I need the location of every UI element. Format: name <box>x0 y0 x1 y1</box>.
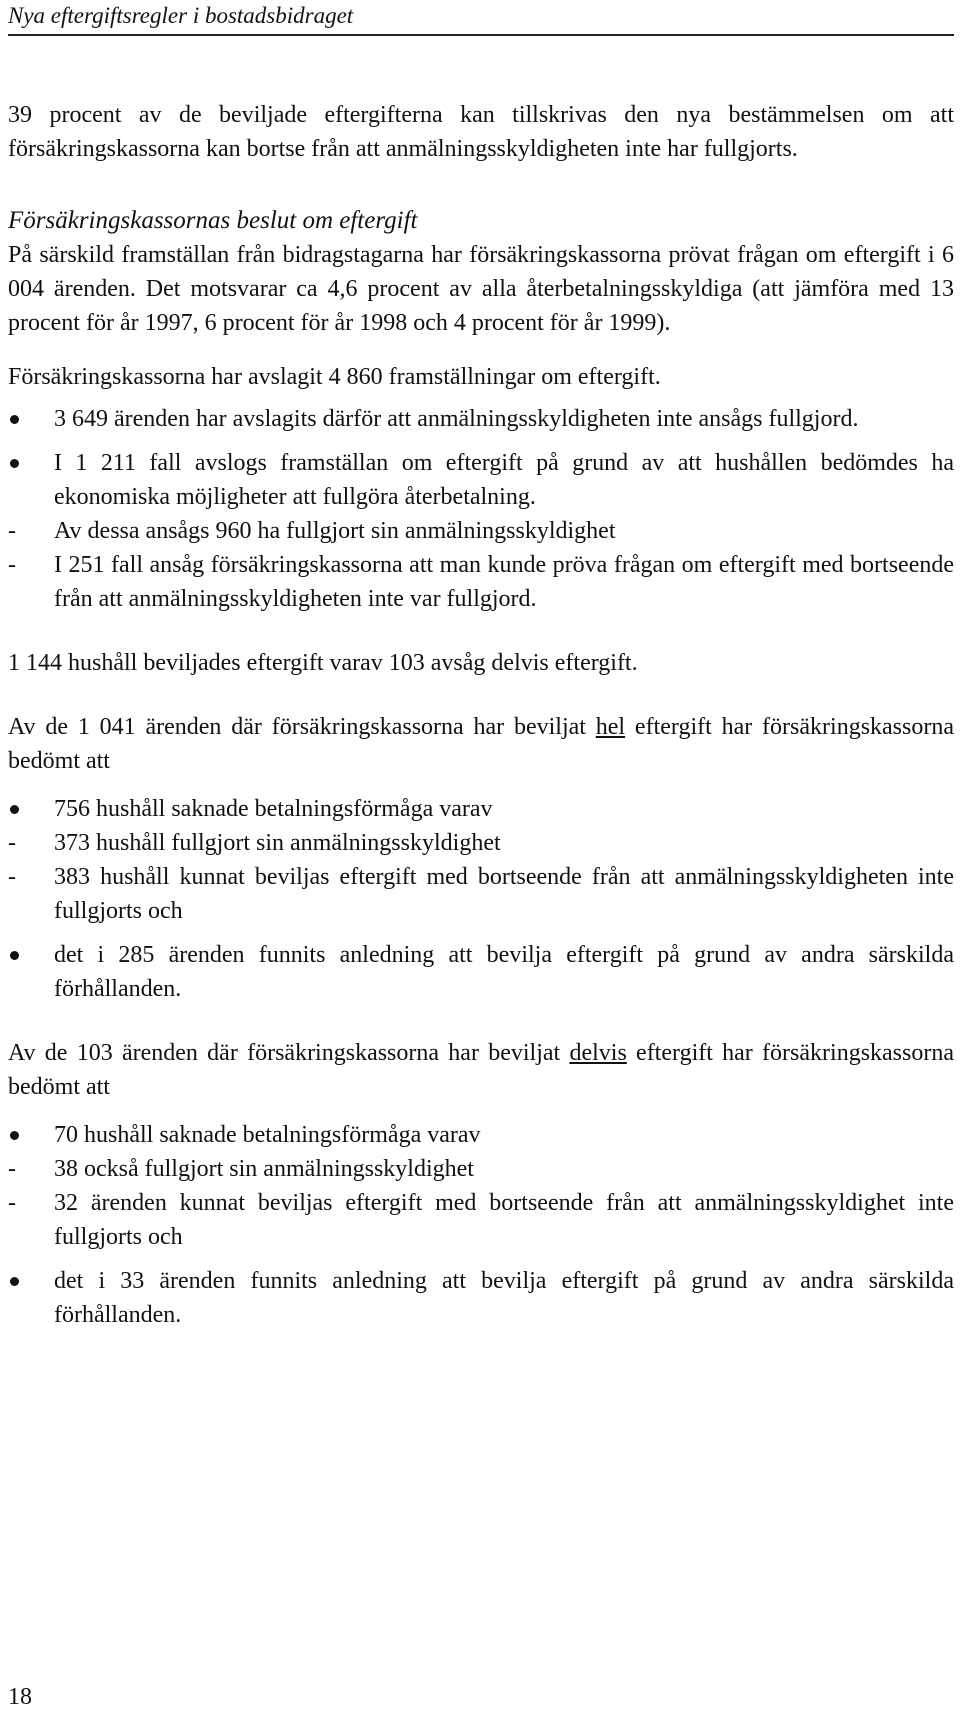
bullet-icon <box>10 805 19 814</box>
dash-mark: - <box>8 830 16 856</box>
underlined-word: hel <box>595 714 626 740</box>
list-item <box>8 938 954 1006</box>
bullet-icon <box>10 1277 19 1286</box>
bullet-icon <box>10 1131 19 1140</box>
dash-mark: - <box>8 864 16 890</box>
sub-list-item <box>8 1186 954 1254</box>
sub-list-item <box>8 860 954 928</box>
sub-list <box>8 826 954 928</box>
paragraph-granted: 1 144 hushåll beviljades eftergift varav 103 avsåg delvis eftergift. <box>8 650 638 676</box>
sub-list-item <box>8 548 954 616</box>
dash-mark: - <box>8 1156 16 1182</box>
rejections-list <box>8 402 954 616</box>
list-item-text: det i 285 ärenden funnits anledning att bevilja eftergift på grund av andra särskilda förhållanden. <box>54 942 954 1002</box>
dash-mark: - <box>8 1190 16 1216</box>
dash-mark: - <box>8 518 16 544</box>
sub-list-item <box>8 514 954 548</box>
intro-paragraph: 39 procent av de beviljade eftergifterna kan tillskrivas den nya bestämmelsen om att försäkringskassorna kan bortse från att anmälningsskyldigheten inte har fullgjorts. <box>8 102 954 162</box>
list-item-text: I 1 211 fall avslogs framställan om eftergift på grund av att hushållen bedömdes ha ekonomiska möjligheter att fullgöra återbetalning. <box>54 450 954 510</box>
page-body <box>8 98 954 1332</box>
list-item <box>8 446 954 616</box>
section-heading: Försäkringskassornas beslut om eftergift <box>8 207 418 234</box>
list-item-text: 3 649 ärenden har avslagits därför att anmälningsskyldigheten inte ansågs fullgjord. <box>54 406 859 432</box>
list-item <box>8 1264 954 1332</box>
sub-list-item-text: Av dessa ansågs 960 ha fullgjort sin anmälningsskyldighet <box>54 518 616 544</box>
bullet-icon <box>10 951 19 960</box>
full-remission-list <box>8 792 954 1006</box>
list-item-text: det i 33 ärenden funnits anledning att bevilja eftergift på grund av andra särskilda förhållanden. <box>54 1268 954 1328</box>
paragraph-rejections: Försäkringskassorna har avslagit 4 860 framställningar om eftergift. <box>8 364 661 390</box>
sub-list-item-text: 32 ärenden kunnat beviljas eftergift med bortseende från att anmälningsskyldighet inte fullgjorts och <box>54 1190 954 1250</box>
page-number: 18 <box>8 1684 32 1710</box>
header-rule <box>8 34 954 36</box>
sub-list-item-text: 38 också fullgjort sin anmälningsskyldighet <box>54 1156 474 1182</box>
list-item <box>8 402 954 436</box>
sub-list-item-text: 373 hushåll fullgjort sin anmälningsskyldighet <box>54 830 501 856</box>
list-item-text: 70 hushåll saknade betalningsförmåga varav <box>54 1122 481 1148</box>
paragraph-full-remission: Av de 1 041 ärenden där försäkringskassorna har beviljat hel eftergift har försäkringskassorna bedömt att <box>8 714 955 774</box>
underlined-word: delvis <box>569 1040 627 1066</box>
bullet-icon <box>10 459 19 468</box>
list-item <box>8 792 954 928</box>
list-item-text: 756 hushåll saknade betalningsförmåga varav <box>54 796 493 822</box>
dash-mark: - <box>8 552 16 578</box>
paragraph-applications: På särskild framställan från bidragstagarna har försäkringskassorna prövat frågan om eftergift i 6 004 ärenden. Det motsvarar ca 4,6 procent av alla återbetalningsskyldiga (att jämföra med 13 procent för år 1997, 6 procent för år 1998 och 4 procent för år 1999). <box>8 242 954 336</box>
bullet-icon <box>10 415 19 424</box>
sub-list-item-text: I 251 fall ansåg försäkringskassorna att man kunde pröva frågan om eftergift med bortseende från att anmälningsskyldigheten inte var fullgjord. <box>54 552 954 612</box>
paragraph-partial-remission: Av de 103 ärenden där försäkringskassorna har beviljat delvis eftergift har försäkringskassorna bedömt att <box>8 1040 955 1100</box>
sub-list-item-text: 383 hushåll kunnat beviljas eftergift med bortseende från att anmälningsskyldigheten inte fullgjorts och <box>54 864 954 924</box>
sub-list <box>8 1152 954 1254</box>
sub-list-item <box>8 826 954 860</box>
partial-remission-list <box>8 1118 954 1332</box>
sub-list <box>8 514 954 616</box>
running-header: Nya eftergiftsregler i bostadsbidraget <box>8 3 354 28</box>
list-item <box>8 1118 954 1254</box>
sub-list-item <box>8 1152 954 1186</box>
